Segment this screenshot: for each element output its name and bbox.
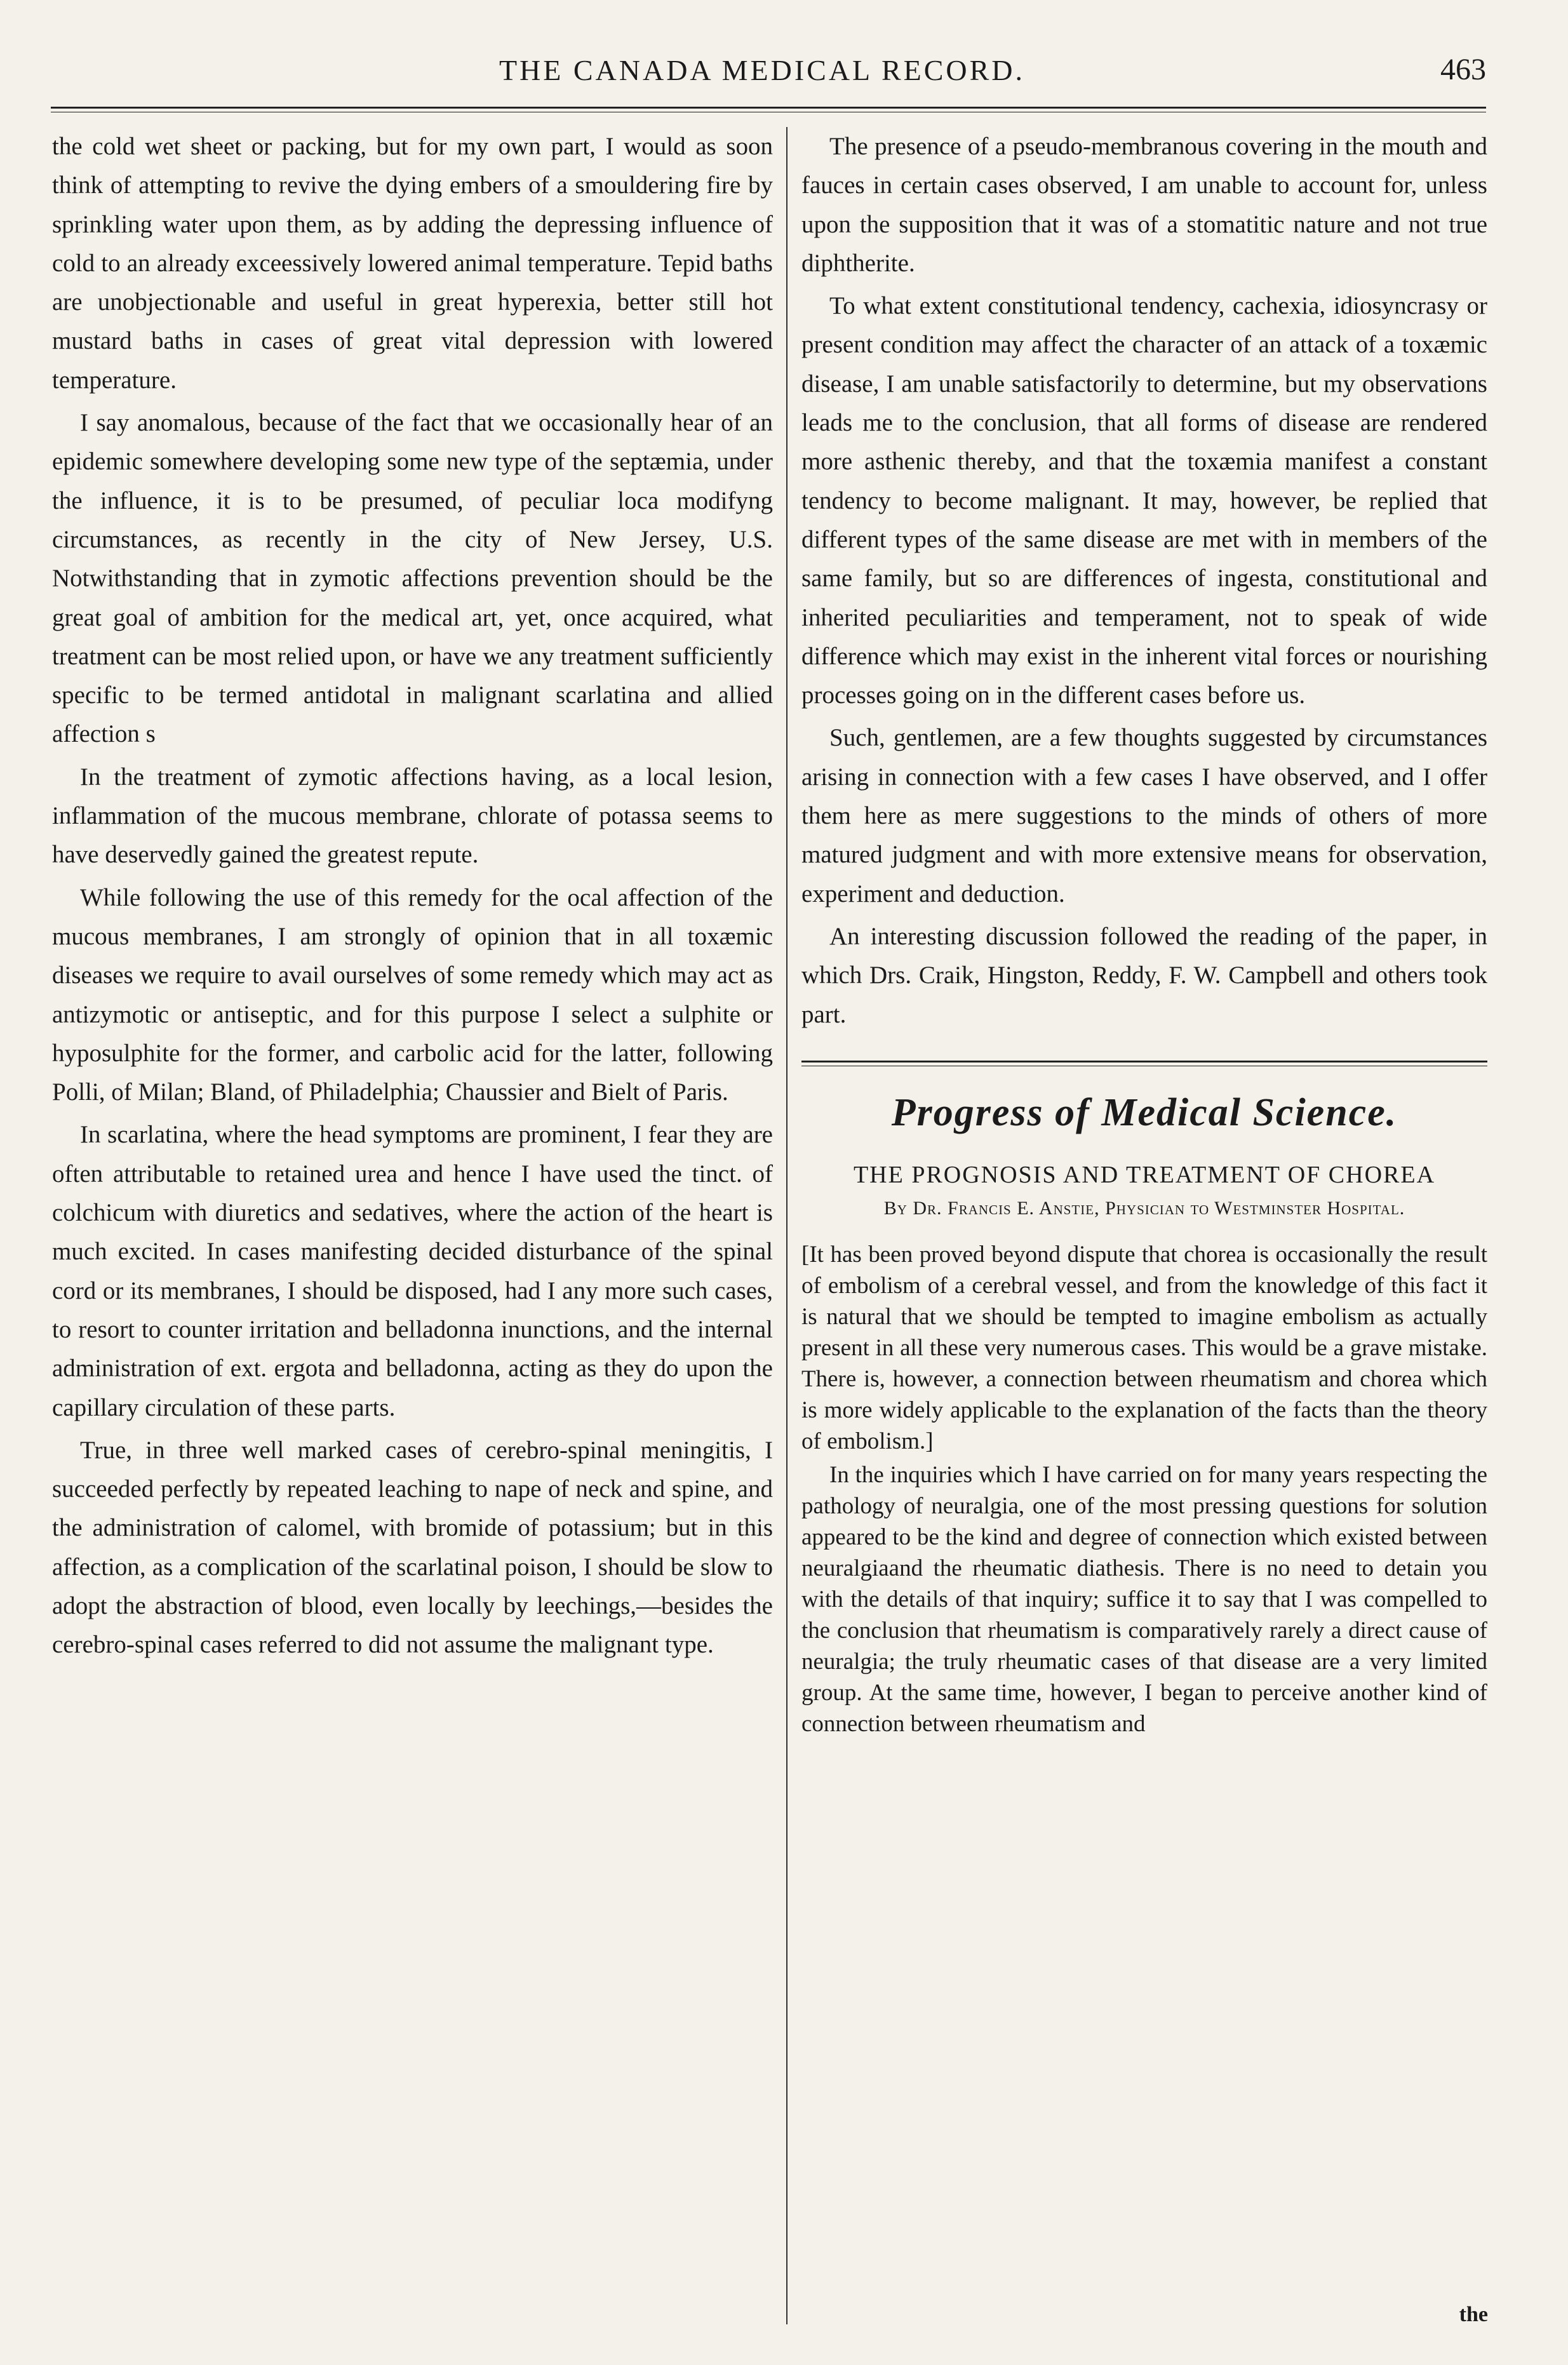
paragraph: To what extent constitutional tendency, cachexia, idiosyncrasy or present condition may affect the character of an attack of a toxæmic disease, I am unable satisfactorily to determine, but my observations leads me to the conclusion, that all forms of disease are rendered more asthenic thereby, and that the toxæmia manifest a constant tendency to become malignant. It may, however, be replied that different types of the same disease are met with in members of the same family, but so are differences of ingesta, constitutional and inherited peculiarities and temperament, not to speak of wide difference which may exist in the inherent vital forces or nourishing processes going on in the different cases before us.: [801, 292, 1487, 709]
paragraph: True, in three well marked cases of cerebro-spinal meningitis, I succeeded perfectly by repeated leaching to nape of neck and spine, and the administration of calomel, with bromide of potassium; but in this affection, as a complication of the scarlatinal poison, I should be slow to adopt the abstraction of blood, even locally by leechings,—besides the cerebro-spinal cases referred to did not assume the malignant type.: [52, 1436, 773, 1659]
column-divider: [786, 127, 787, 2324]
article-byline: By Dr. Francis E. Anstie, Physician to Westminster Hospital.: [883, 1197, 1405, 1219]
paragraph: In the inquiries which I have carried on for many years respecting the pathology of neuralgia, one of the most pressing questions for solution appeared to be the kind and degree of connection which existed between neuralgiaand the rheumatic diathesis. There is no need to detain you with the details of that inquiry; suffice it to say that I was compelled to the conclusion that rheumatism is comparatively rarely a direct cause of neuralgia; the truly rheumatic cases of that disease are a very limited group. At the same time, however, I began to perceive another kind of connection between rheumatism and: [801, 1461, 1487, 1737]
header-rule: [51, 107, 1486, 112]
paragraph: the cold wet sheet or packing, but for my own part, I would as soon think of attempting to revive the dying embers of a smouldering fire by sprinkling water upon them, as by adding the depressing influence of cold to an already exceessively lowered animal temperature. Tepid baths are unobjectionable and useful in great hyperexia, better still hot mustard baths in cases of great vital depression with lowered temperature.: [52, 133, 773, 394]
journal-title: THE CANADA MEDICAL RECORD.: [499, 54, 1026, 86]
paragraph: The presence of a pseudo-membranous covering in the mouth and fauces in certain cases observed, I am unable to account for, unless upon the supposition that it was of a stomatitic nature and not true diphtherite.: [801, 133, 1487, 277]
section-heading: Progress of Medical Science.: [891, 1090, 1398, 1134]
catchword: the: [1459, 2303, 1488, 2326]
paragraph: While following the use of this remedy for the ocal affection of the mucous membranes, I am strongly of opinion that in all toxæmic diseases we require to avail ourselves of some remedy which may act as antizymotic or antiseptic, and for this purpose I select a sulphite or hyposulphite for the former, and carbolic acid for the latter, following Polli, of Milan; Bland, of Philadelphia; Chaussier and Bielt of Paris.: [52, 883, 773, 1106]
page-number: 463: [1440, 53, 1486, 86]
paragraph: [It has been proved beyond dispute that chorea is occasionally the result of embolism of a cerebral vessel, and from the knowledge of this fact it is natural that we should be tempted to imagine embolism as actually present in all these very numerous cases. This would be a grave mistake. There is, however, a connection between rheumatism and chorea which is more widely applicable to the explanation of the facts than the theory of embolism.]: [801, 1241, 1487, 1454]
paragraph: I say anomalous, because of the fact that we occasionally hear of an epidemic somewhere developing some new type of the septæmia, under the influence, it is to be presumed, of peculiar loca modifyng circumstances, as recently in the city of New Jersey, U.S. Notwithstanding that in zymotic affections prevention should be the great goal of ambition for the medical art, yet, once acquired, what treatment can be most relied upon, or have we any treatment sufficiently specific to be termed antidotal in malignant scarlatina and allied affection s: [52, 409, 773, 748]
section-rule: [801, 1061, 1487, 1066]
article-body: [801, 1239, 1487, 1739]
paragraph: Such, gentlemen, are a few thoughts suggested by circumstances arising in connection with a few cases I have observed, and I offer them here as mere suggestions to the minds of others of more matured judgment and with more extensive means for observation, experiment and deduction.: [801, 724, 1487, 908]
paragraph: In the treatment of zymotic affections having, as a local lesion, inflammation of the mucous membrane, chlorate of potassa seems to have deservedly gained the greatest repute.: [52, 763, 773, 869]
running-header: [51, 50, 1486, 100]
article-title: THE PROGNOSIS AND TREATMENT OF CHOREA: [853, 1161, 1436, 1188]
paragraph: An interesting discussion followed the reading of the paper, in which Drs. Craik, Hingston, Reddy, F. W. Campbell and others took part.: [801, 922, 1487, 1028]
paragraph: In scarlatina, where the head symptoms are prominent, I fear they are often attributable to retained urea and hence I have used the tinct. of colchicum with diuretics and sedatives, where the action of the heart is much excited. In cases manifesting decided disturbance of the spinal cord or its membranes, I should be disposed, had I any more such cases, to resort to counter irritation and belladonna inunctions, and the internal administration of ext. ergota and belladonna, acting as they do upon the capillary circulation of these parts.: [52, 1121, 773, 1421]
right-column: [801, 127, 1487, 1742]
left-column: [52, 127, 773, 1668]
